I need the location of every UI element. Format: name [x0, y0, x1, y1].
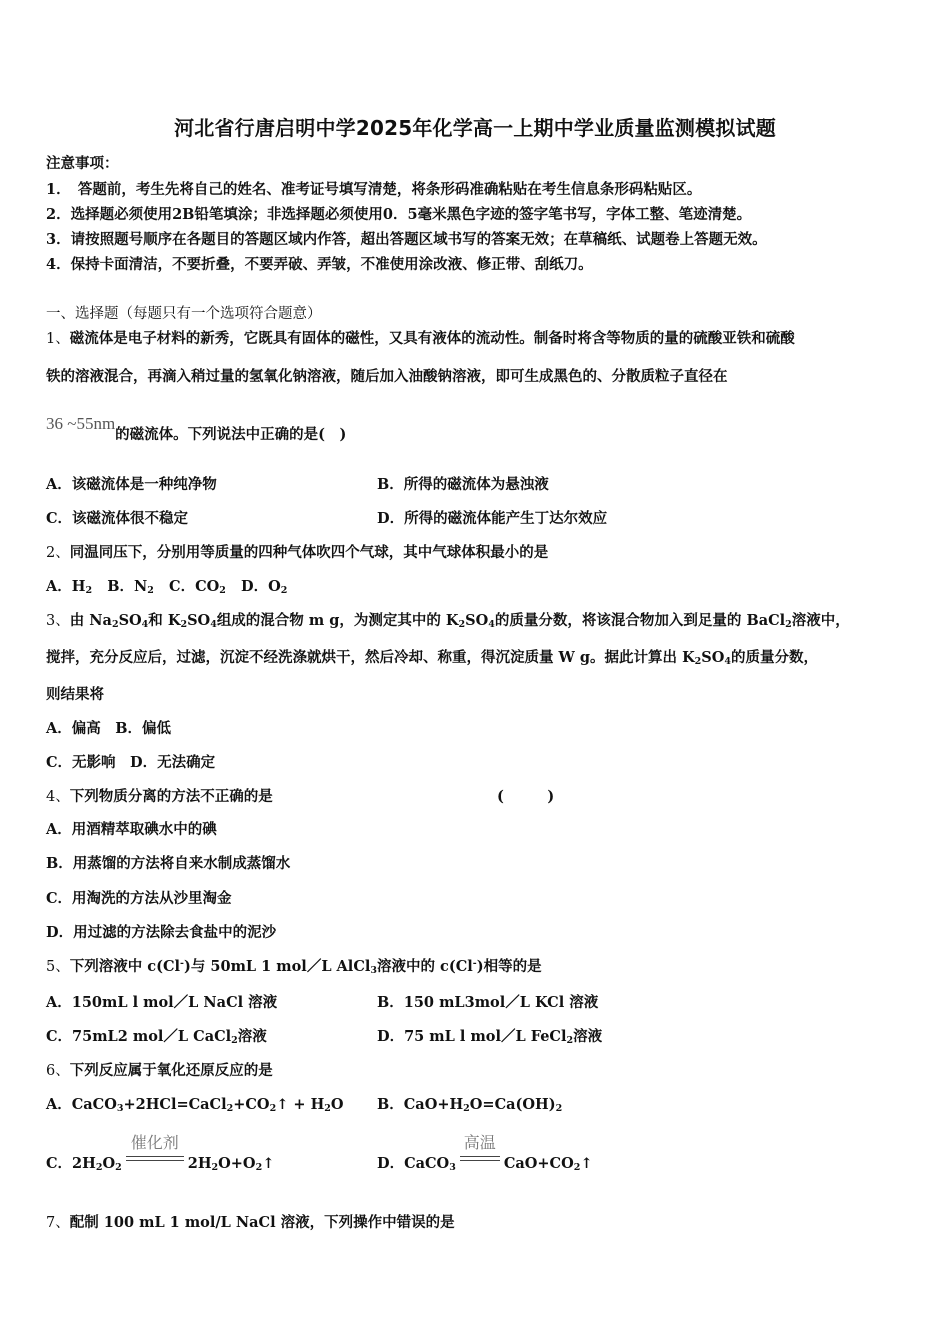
option-c[interactable]: C．该磁流体很不稳定 [46, 510, 189, 527]
question-text: 配制 100 mL 1 mol/L NaCl 溶液，下列操作中错误的是 [69, 1214, 455, 1231]
notice-heading: 注意事项： [46, 155, 119, 172]
size-formula: 36 ~55nm [46, 414, 116, 433]
condition-label: 高温 [463, 1133, 496, 1152]
question-3-line-1 [46, 609, 850, 630]
option-d[interactable]: D．CaCO$_3$ 高温 $CaO+CO_2↑$ [377, 1152, 592, 1173]
option-b[interactable]: B．150 mL3mol／L KCl 溶液 [377, 994, 599, 1011]
option-b[interactable]: B．用蒸馏的方法将自来水制成蒸馏水 [46, 855, 291, 872]
option-a[interactable]: A．150mL l mol／L NaCl 溶液 [46, 994, 278, 1011]
question-number: 5、 [46, 959, 70, 975]
question-number: 1、 [46, 331, 70, 347]
question-text: 下列溶液中 c(Cl-)与 50mL 1 mol／L AlCl$_3$溶液中的 c(Cl-)相等的是 [69, 958, 542, 976]
question-6-stem [46, 1059, 273, 1080]
reaction-condition-arrow [458, 1133, 502, 1168]
reaction-condition-arrow [124, 1133, 186, 1168]
option-a[interactable]: A．用酒精萃取碘水中的碘 [46, 821, 217, 838]
notice-item: 3．请按照题号顺序在各题目的答题区域内作答，超出答题区域书写的答案无效；在草稿纸、试题卷上答题无效。 [46, 231, 767, 248]
option-b[interactable]: B．所得的磁流体为悬浊液 [377, 476, 549, 493]
question-3-line-2: 搅拌，充分反应后，过滤，沉淀不经洗涤就烘干，然后冷却、称重，得沉淀质量 W g。据此计算出 $K_2SO_4$的质量分数， [46, 649, 819, 667]
question-3-line-3: 则结果将 [46, 686, 104, 703]
answer-parentheses: ( ) [497, 788, 555, 805]
question-7-stem [46, 1211, 455, 1232]
question-1-line-3 [46, 413, 347, 443]
question-text: 的磁流体。下列说法中正确的是( ) [115, 426, 347, 443]
section-heading: 一、选择题（每题只有一个选项符合题意） [46, 306, 322, 322]
question-number: 3、 [46, 613, 70, 629]
question-text: 由 $Na_2SO_4$和 $K_2SO_4$组成的混合物 m g，为测定其中的 $K_2SO_4$的质量分数，将该混合物加入到足量的 BaCl$_2$溶液中， [69, 612, 850, 630]
question-number: 7、 [46, 1215, 70, 1231]
question-number: 2、 [46, 545, 70, 561]
question-2-options [46, 575, 287, 596]
options-c-d[interactable]: C．无影响 D．无法确定 [46, 754, 216, 771]
question-number: 4、 [46, 789, 70, 805]
notice-item: 4．保持卡面清洁，不要折叠，不要弄破、弄皱，不准使用涂改液、修正带、刮纸刀。 [46, 256, 593, 273]
option-d[interactable]: D．所得的磁流体能产生丁达尔效应 [377, 510, 608, 527]
option-c[interactable]: C．75mL2 mol／L CaCl$_2$溶液 [46, 1028, 267, 1046]
option-c[interactable]: C．$2H_2O_2$ 催化剂 $2H_2O+O_2↑$ [46, 1152, 274, 1173]
option-b[interactable]: B．$CaO+H_2O=Ca(OH)_2$ [377, 1096, 563, 1114]
page-title: 河北省行唐启明中学2025年化学高一上期中学业质量监测模拟试题 [174, 116, 776, 140]
option-a[interactable]: A．该磁流体是一种纯净物 [46, 476, 217, 493]
option-c[interactable]: C．用淘洗的方法从沙里淘金 [46, 890, 232, 907]
question-1-line-1 [46, 327, 795, 348]
question-text: 下列反应属于氧化还原反应的是 [69, 1062, 273, 1079]
question-4-stem [46, 785, 273, 806]
question-number: 6、 [46, 1063, 70, 1079]
option-d[interactable]: D．75 mL l mol／L FeCl$_2$溶液 [377, 1028, 603, 1046]
question-text: 磁流体是电子材料的新秀，它既具有固体的磁性，又具有液体的流动性。制备时将含等物质的量的硫酸亚铁和硫酸 [69, 330, 795, 347]
options-a-b[interactable]: A．偏高 B．偏低 [46, 720, 172, 737]
question-1-line-2: 铁的溶液混合，再滴入稍过量的氢氧化钠溶液，随后加入油酸钠溶液，即可生成黑色的、分散质粒子直径在 [46, 368, 728, 385]
option-c[interactable]: C．$CO_2$ [169, 578, 226, 596]
question-2-stem [46, 541, 548, 562]
question-text: 下列物质分离的方法不正确的是 [69, 788, 273, 805]
option-a[interactable]: A．$CaCO_3+2HCl=CaCl_2+CO_2↑ + H_2O$ [46, 1096, 344, 1114]
question-text: 同温同压下，分别用等质量的四种气体吹四个气球，其中气球体积最小的是 [69, 544, 549, 561]
notice-item: 2．选择题必须使用2B铅笔填涂；非选择题必须使用0．5毫米黑色字迹的签字笔书写，字体工整、笔迹清楚。 [46, 206, 752, 223]
condition-label: 催化剂 [130, 1133, 179, 1152]
option-a[interactable]: A．$H_2$ [46, 578, 93, 596]
option-d[interactable]: D．$O_2$ [241, 578, 288, 596]
option-b[interactable]: B．$N_2$ [107, 578, 154, 596]
notice-item: 1． 答题前，考生先将自己的姓名、准考证号填写清楚，将条形码准确粘贴在考生信息条形码粘贴区。 [46, 181, 702, 198]
option-d[interactable]: D．用过滤的方法除去食盐中的泥沙 [46, 924, 277, 941]
question-5-stem [46, 955, 542, 976]
